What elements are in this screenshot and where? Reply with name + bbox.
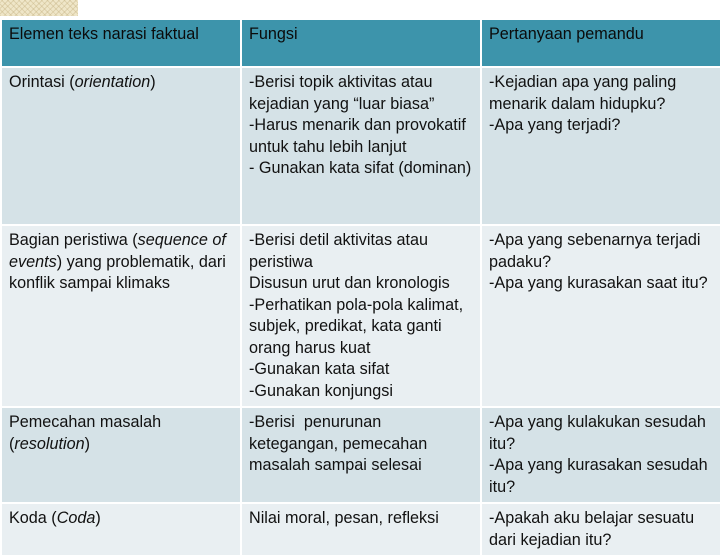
pertanyaan-line: -Kejadian apa yang paling menarik dalam hidupku? — [489, 73, 681, 113]
narrative-elements-table — [0, 18, 720, 557]
cell-fungsi — [241, 503, 481, 556]
header-pertanyaan: Pertanyaan pemandu — [481, 19, 720, 67]
table-row — [1, 67, 720, 225]
element-text: ) — [95, 509, 101, 527]
fungsi-line: Disusun urut dan kronologis — [249, 274, 450, 292]
pertanyaan-line: -Apa yang kulakukan sesudah itu? — [489, 413, 711, 453]
element-text: Koda ( — [9, 509, 57, 527]
element-term-italic: orientation — [74, 73, 151, 91]
fungsi-line: -Harus menarik dan provokatif untuk tahu lebih lanjut — [249, 116, 471, 156]
table-row — [1, 503, 720, 556]
pertanyaan-line: -Apa yang kurasakan sesudah itu? — [489, 456, 713, 496]
element-text: Bagian peristiwa ( — [9, 231, 138, 249]
cell-pertanyaan — [481, 407, 720, 503]
fungsi-line: -Perhatikan pola-pola kalimat, subjek, predikat, kata ganti orang harus kuat — [249, 295, 468, 357]
pertanyaan-line: -Apa yang kurasakan saat itu? — [489, 274, 708, 292]
fungsi-line: -Berisi detil aktivitas atau peristiwa — [249, 231, 433, 271]
cell-element — [1, 407, 241, 503]
table-row — [1, 407, 720, 503]
cell-pertanyaan — [481, 67, 720, 225]
element-text: ) yang problematik, dari konflik sampai klimaks — [9, 252, 226, 292]
element-term-italic: resolution — [14, 434, 85, 453]
cell-element — [1, 225, 241, 407]
fungsi-line: - Gunakan kata sifat (dominan) — [249, 159, 472, 177]
pertanyaan-line: -Apakah aku belajar sesuatu dari kejadian itu? — [489, 509, 699, 549]
element-text: Orintasi ( — [9, 73, 75, 91]
header-fungsi: Fungsi — [241, 19, 481, 67]
pertanyaan-line: -Apa yang terjadi? — [489, 116, 621, 134]
fungsi-line: -Gunakan kata sifat — [249, 360, 390, 378]
header-element: Elemen teks narasi faktual — [1, 19, 241, 67]
element-text: Pemecahan masalah ( — [9, 413, 162, 453]
corner-pattern-decoration — [0, 0, 78, 16]
cell-element — [1, 503, 241, 556]
fungsi-line: -Berisi topik aktivitas atau kejadian yang “luar biasa” — [249, 73, 438, 113]
fungsi-line: -Gunakan konjungsi — [249, 381, 393, 400]
pertanyaan-line: -Apa yang sebenarnya terjadi padaku? — [489, 231, 705, 271]
cell-fungsi — [241, 225, 481, 407]
table-row — [1, 225, 720, 407]
element-text: ) — [84, 434, 90, 453]
cell-fungsi — [241, 67, 481, 225]
element-term-italic: Coda — [56, 509, 96, 527]
cell-fungsi — [241, 407, 481, 503]
element-term-italic: sequence of events — [9, 231, 226, 271]
element-text: ) — [150, 73, 156, 91]
cell-pertanyaan — [481, 503, 720, 556]
cell-pertanyaan — [481, 225, 720, 407]
fungsi-line: Nilai moral, pesan, refleksi — [249, 509, 439, 527]
header-row — [1, 19, 720, 67]
fungsi-line: -Berisi penurunan ketegangan, pemecahan masalah sampai selesai — [249, 413, 432, 474]
cell-element — [1, 67, 241, 225]
